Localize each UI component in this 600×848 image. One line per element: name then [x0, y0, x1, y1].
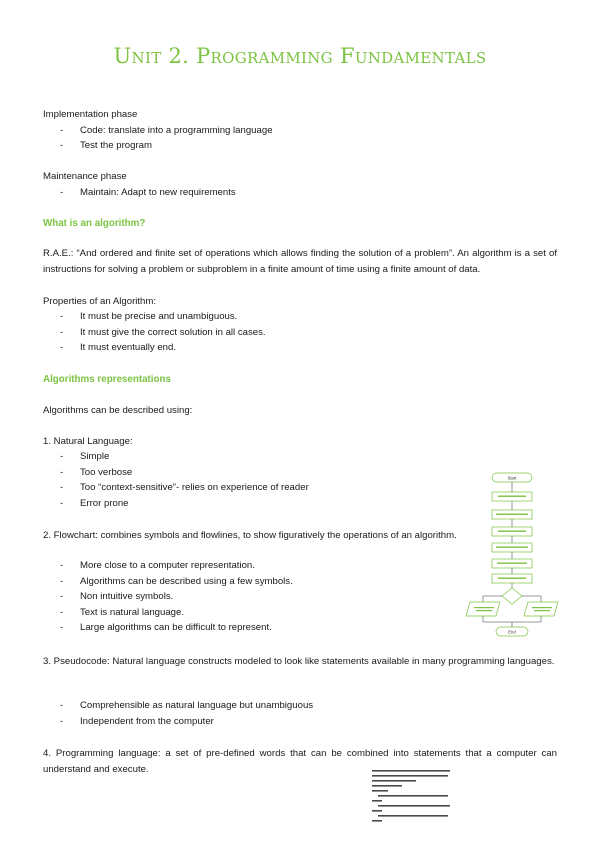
list-item: - Large algorithms can be difficult to represent. [60, 622, 272, 633]
list-item: - Non intuitive symbols. [60, 591, 174, 602]
pseudocode-paragraph: 3. Pseudocode: Natural language constructs modeled to look like statements available in many programming languages. [43, 656, 555, 667]
natural-language-heading: 1. Natural Language: [43, 436, 133, 447]
list-item: - Text is natural language. [60, 607, 184, 618]
list-item: - More close to a computer representation. [60, 560, 255, 571]
list-item: - Algorithms can be described using a few symbols. [60, 576, 293, 587]
list-item: - Error prone [60, 498, 129, 509]
list-item: - It must give the correct solution in all cases. [60, 327, 266, 338]
list-item: - Too verbose [60, 467, 133, 478]
properties-heading: Properties of an Algorithm: [43, 296, 157, 307]
list-item: - Code: translate into a programming language [60, 125, 273, 136]
definition-paragraph: R.A.E.: “And ordered and finite set of operations which allows finding the solution of a problem”. An algorithm is a set of instructions for solving a problem or subproblem in a finite amount of time using a finite amount of data. [43, 248, 557, 275]
flow-end-label: End [508, 629, 516, 635]
flowchart-paragraph: 2. Flowchart: combines symbols and flowlines, to show figuratively the operations of an algorithm. [43, 530, 457, 541]
representations-intro: Algorithms can be described using: [43, 405, 193, 416]
code-sample-image [370, 768, 458, 826]
list-item: - It must be precise and unambiguous. [60, 311, 238, 322]
programming-language-paragraph: 4. Programming language: a set of pre-defined words that can be combined into statements that a computer can understand and execute. [43, 748, 557, 775]
flow-decision-diamond [502, 588, 522, 604]
flowchart-figure [462, 470, 562, 642]
list-item: - Comprehensible as natural language but unambiguous [60, 700, 314, 711]
list-item: - It must eventually end. [60, 342, 176, 353]
section-heading-what-is: What is an algorithm? [43, 218, 146, 229]
list-item: - Test the program [60, 140, 152, 151]
list-item: - Simple [60, 451, 110, 462]
maintenance-heading: Maintenance phase [43, 171, 127, 182]
flow-io-box [524, 602, 558, 616]
flow-io-box [466, 602, 500, 616]
list-item: - Independent from the computer [60, 716, 214, 727]
list-item: - Maintain: Adapt to new requirements [60, 187, 236, 198]
implementation-heading: Implementation phase [43, 109, 138, 120]
section-heading-representations: Algorithms representations [43, 374, 171, 385]
page-title: Unit 2. Programming Fundamentals [113, 44, 487, 68]
list-item: - Too “context-sensitive”- relies on experience of reader [60, 482, 309, 493]
flow-start-label: Start [507, 475, 517, 481]
